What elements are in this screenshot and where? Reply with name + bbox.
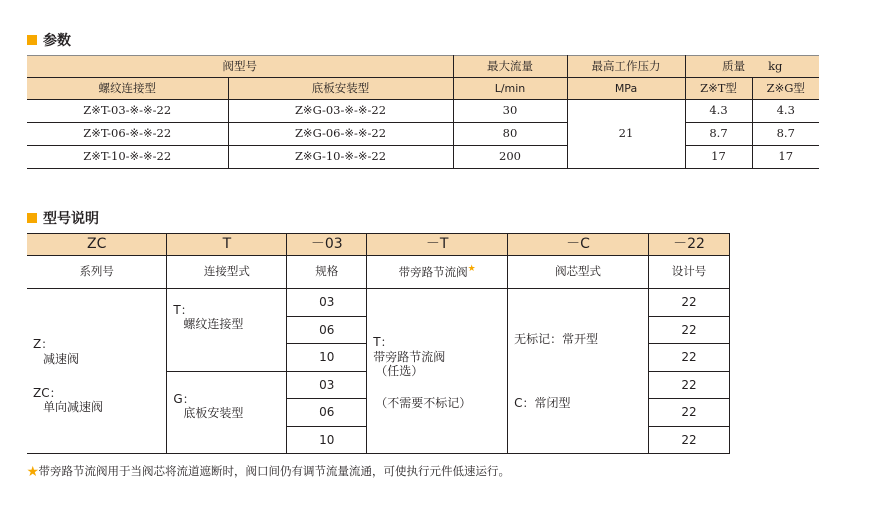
cell-thread-model: Z※T-03-※-※-22 bbox=[27, 100, 228, 123]
design-cell: 22 bbox=[649, 426, 730, 454]
spool-c-code: C： bbox=[514, 396, 535, 410]
label-size: 规格 bbox=[287, 256, 367, 289]
design-cell: 22 bbox=[649, 344, 730, 372]
header-mass: 质量 kg bbox=[685, 56, 819, 78]
bullet-square-icon bbox=[27, 35, 37, 45]
label-connection: 连接型式 bbox=[167, 256, 287, 289]
series-zc-desc: 单向减速阀 bbox=[43, 400, 104, 415]
bypass-desc: 带旁路节流阀 bbox=[373, 349, 446, 364]
cell-mass-t: 4.3 bbox=[685, 100, 752, 123]
spool-c-desc: 常闭型 bbox=[534, 396, 571, 410]
bypass-no-mark: （不需要不标记） bbox=[375, 396, 472, 411]
label-spool: 阀芯型式 bbox=[508, 256, 649, 289]
header-mass-t: Z※T型 bbox=[685, 78, 752, 100]
cell-flow: 200 bbox=[453, 146, 567, 169]
section-title-params bbox=[27, 30, 71, 50]
header-plate: 底板安装型 bbox=[228, 78, 453, 100]
spool-no-mark bbox=[514, 332, 648, 346]
conn-g-desc: 底板安装型 bbox=[183, 405, 244, 420]
code-series: ZC bbox=[27, 234, 167, 256]
conn-t-desc: 螺纹连接型 bbox=[183, 317, 244, 332]
conn-t-code: T： bbox=[173, 303, 193, 317]
cell-plate-model: Z※G-10-※-※-22 bbox=[228, 146, 453, 169]
code-connection: T bbox=[167, 234, 287, 256]
cell-flow: 80 bbox=[453, 123, 567, 146]
header-thread: 螺纹连接型 bbox=[27, 78, 228, 100]
cell-mass-g: 17 bbox=[752, 146, 819, 169]
bypass-optional: （任选） bbox=[375, 364, 424, 378]
cell-pressure: 21 bbox=[567, 100, 685, 169]
header-max-pressure: 最高工作压力 bbox=[567, 56, 685, 78]
spool-options bbox=[508, 289, 649, 454]
table-row bbox=[27, 289, 730, 317]
cell-plate-model: Z※G-06-※-※-22 bbox=[228, 123, 453, 146]
spool-no-mark-desc: 常开型 bbox=[562, 331, 599, 346]
label-bypass bbox=[367, 256, 508, 289]
star-icon: ★ bbox=[27, 464, 39, 478]
connection-option-t bbox=[167, 289, 287, 372]
code-spool: －C bbox=[508, 234, 649, 256]
cell-mass-t: 17 bbox=[685, 146, 752, 169]
size-cell: 10 bbox=[287, 426, 367, 454]
header-pressure-unit: MPa bbox=[567, 78, 685, 100]
section-title-model bbox=[27, 208, 99, 228]
size-cell: 06 bbox=[287, 399, 367, 427]
series-z-code: Z： bbox=[33, 337, 54, 352]
params-table bbox=[27, 55, 819, 169]
size-cell: 06 bbox=[287, 316, 367, 344]
header-valve-model: 阀型号 bbox=[27, 56, 453, 78]
header-mass-g: Z※G型 bbox=[752, 78, 819, 100]
cell-mass-t: 8.7 bbox=[685, 123, 752, 146]
design-cell: 22 bbox=[649, 399, 730, 427]
size-cell: 03 bbox=[287, 371, 367, 399]
design-cell: 22 bbox=[649, 371, 730, 399]
bypass-code: T： bbox=[373, 335, 393, 350]
label-design: 设计号 bbox=[649, 256, 730, 289]
cell-thread-model: Z※T-10-※-※-22 bbox=[27, 146, 228, 169]
design-cell: 22 bbox=[649, 289, 730, 317]
cell-thread-model: Z※T-06-※-※-22 bbox=[27, 123, 228, 146]
code-size: －03 bbox=[287, 234, 367, 256]
code-design: －22 bbox=[649, 234, 730, 256]
code-bypass: －T bbox=[367, 234, 508, 256]
connection-option-g bbox=[167, 371, 287, 454]
params-title: 参数 bbox=[43, 33, 71, 49]
footnote-text: 带旁路节流阀用于当阀芯将流道遮断时，阀口间仍有调节流量流通，可使执行元件低速运行。 bbox=[38, 464, 510, 478]
series-zc-code: ZC： bbox=[33, 386, 62, 400]
series-z-desc: 减速阀 bbox=[43, 351, 80, 366]
cell-plate-model: Z※G-03-※-※-22 bbox=[228, 100, 453, 123]
code-row bbox=[27, 234, 730, 256]
header-max-flow: 最大流量 bbox=[453, 56, 567, 78]
cell-mass-g: 4.3 bbox=[752, 100, 819, 123]
size-cell: 10 bbox=[287, 344, 367, 372]
label-bypass-text: 带旁路节流阀 bbox=[398, 265, 468, 280]
model-code-table bbox=[27, 233, 730, 454]
model-title: 型号说明 bbox=[43, 211, 99, 227]
bullet-square-icon bbox=[27, 213, 37, 223]
label-series: 系列号 bbox=[27, 256, 167, 289]
header-flow-unit: L/min bbox=[453, 78, 567, 100]
table-row bbox=[27, 146, 819, 169]
table-row bbox=[27, 100, 819, 123]
conn-g-code: G： bbox=[173, 391, 195, 406]
cell-flow: 30 bbox=[453, 100, 567, 123]
star-icon: ★ bbox=[467, 264, 476, 275]
size-cell: 03 bbox=[287, 289, 367, 317]
bypass-options bbox=[367, 289, 508, 454]
params-header-row-2 bbox=[27, 78, 819, 100]
spool-c bbox=[514, 396, 648, 410]
table-row bbox=[27, 123, 819, 146]
label-row bbox=[27, 256, 730, 289]
params-header-row-1 bbox=[27, 56, 819, 78]
footnote bbox=[27, 463, 510, 479]
spool-no-mark-code: 无标记： bbox=[514, 331, 563, 346]
design-cell: 22 bbox=[649, 316, 730, 344]
series-options bbox=[27, 289, 167, 454]
cell-mass-g: 8.7 bbox=[752, 123, 819, 146]
